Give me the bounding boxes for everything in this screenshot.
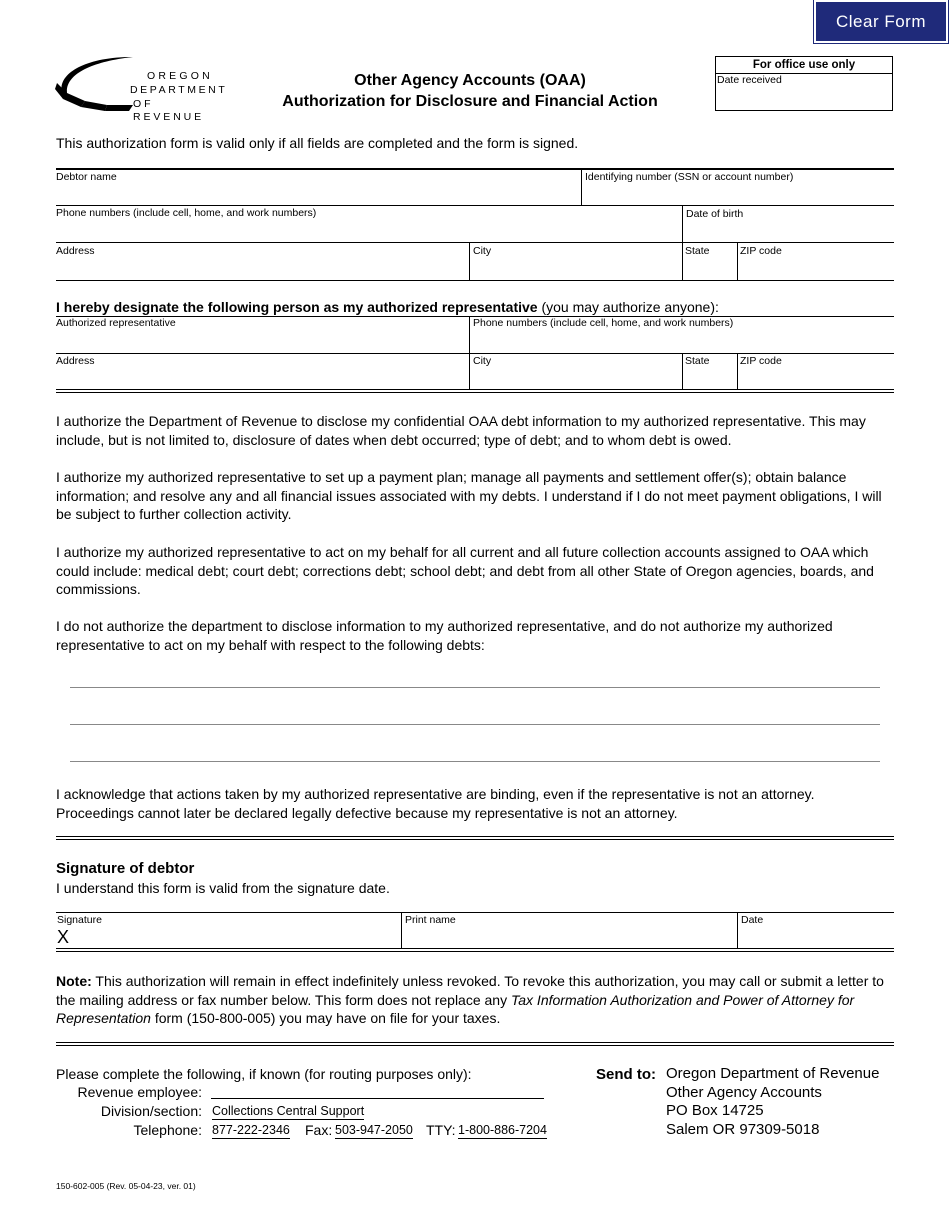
paragraph-payment-plan: I authorize my authorized representative to set up a payment plan; manage all payments and settlement offer(s); obtain balance information; and resolve any and all financial issues associated with my debts. I understand if I do not meet payment obligations, I will be subject to further collection activity. bbox=[56, 469, 882, 522]
division-value: Collections Central Support bbox=[212, 1104, 365, 1118]
tty-value: 1-800-886-7204 bbox=[458, 1123, 547, 1137]
signature-date-label: Date bbox=[741, 914, 764, 926]
print-name-field[interactable] bbox=[405, 927, 733, 946]
odr-logo-swoosh-icon bbox=[55, 55, 135, 113]
print-name-label: Print name bbox=[405, 914, 456, 926]
fax-label: Fax: bbox=[305, 1122, 333, 1138]
rep-city-label: City bbox=[473, 355, 492, 367]
designate-text: I hereby designate the following person as my authorized representative (you may authorize anyone): bbox=[56, 299, 719, 315]
debtor-state-field[interactable] bbox=[685, 258, 734, 277]
clear-form-button[interactable]: Clear Form bbox=[814, 0, 948, 43]
excluded-debt-line-2[interactable] bbox=[70, 724, 880, 725]
revenue-employee-field[interactable] bbox=[211, 1098, 544, 1099]
send-to-label: Send to: bbox=[596, 1066, 656, 1083]
rep-state-field[interactable] bbox=[685, 368, 734, 387]
mailing-address: Oregon Department of Revenue Other Agency Accounts PO Box 14725 Salem OR 97309-5018 bbox=[666, 1065, 880, 1139]
form-title-line2: Authorization for Disclosure and Financial Action bbox=[282, 93, 658, 110]
fax-value: 503-947-2050 bbox=[335, 1123, 413, 1137]
office-use-box bbox=[715, 56, 893, 111]
form-title-line1: Other Agency Accounts (OAA) bbox=[354, 72, 586, 89]
telephone-value: 877-222-2346 bbox=[212, 1123, 290, 1137]
identifying-number-field[interactable] bbox=[585, 184, 890, 203]
debtor-name-label: Debtor name bbox=[56, 171, 117, 183]
debtor-city-field[interactable] bbox=[473, 258, 678, 277]
signature-x-mark: X bbox=[57, 927, 70, 947]
debtor-address-field[interactable] bbox=[58, 258, 465, 277]
dob-label: Date of birth bbox=[686, 208, 744, 220]
signature-heading: Signature of debtor bbox=[56, 860, 195, 877]
routing-intro: Please complete the following, if known (for routing purposes only): bbox=[56, 1066, 472, 1082]
revenue-employee-label: Revenue employee: bbox=[77, 1084, 202, 1100]
note-paragraph: Note: This authorization will remain in effect indefinitely unless revoked. To revoke this authorization, you may call or submit a letter to the mailing address or fax number below. This form does not replace any Tax Information Authorization and Power of Attorney for Representation form (150-800-005) you may have on file for your taxes. bbox=[56, 973, 884, 1026]
signature-date-field[interactable] bbox=[741, 927, 891, 946]
logo-text-department: DEPARTMENT bbox=[130, 84, 228, 96]
rep-phone-field[interactable] bbox=[473, 330, 890, 349]
debtor-address-label: Address bbox=[56, 245, 95, 257]
excluded-debt-line-3[interactable] bbox=[70, 761, 880, 762]
rep-name-field[interactable] bbox=[58, 330, 465, 349]
date-received-label: Date received bbox=[717, 74, 782, 86]
paragraph-acknowledge: I acknowledge that actions taken by my authorized representative are binding, even if the representative is not an attorney. Proceedings cannot later be declared legally defective because my representative is not an attorney. bbox=[56, 786, 815, 821]
intro-text: This authorization form is valid only if all fields are completed and the form is signed. bbox=[56, 135, 579, 151]
logo-text-of-revenue: OF REVENUE bbox=[133, 98, 205, 123]
logo-text-oregon: OREGON bbox=[147, 70, 213, 82]
debtor-phone-field[interactable] bbox=[58, 220, 678, 239]
excluded-debt-line-1[interactable] bbox=[70, 687, 880, 688]
debtor-phone-label: Phone numbers (include cell, home, and work numbers) bbox=[56, 207, 317, 219]
rep-address-label: Address bbox=[56, 355, 95, 367]
dob-field[interactable] bbox=[686, 221, 891, 240]
paragraph-act-on-behalf: I authorize my authorized representative to act on my behalf for all current and all future collection accounts assigned to OAA which could include: medical debt; court debt; corrections debt; school debt; and debt from all other State of Oregon agencies, boards, and commissions. bbox=[56, 544, 874, 597]
debtor-name-field[interactable] bbox=[58, 184, 578, 203]
paragraph-do-not-authorize: I do not authorize the department to disclose information to my authorized representative, and do not authorize my authorized representative to act on my behalf with respect to the following debts: bbox=[56, 618, 833, 653]
rep-state-label: State bbox=[685, 355, 710, 367]
debtor-zip-label: ZIP code bbox=[740, 245, 782, 257]
division-label: Division/section: bbox=[100, 1103, 202, 1119]
office-use-heading: For office use only bbox=[716, 57, 892, 74]
form-number: 150-602-005 (Rev. 05-04-23, ver. 01) bbox=[56, 1181, 196, 1191]
debtor-city-label: City bbox=[473, 245, 492, 257]
signature-field[interactable] bbox=[75, 927, 397, 946]
paragraph-disclose: I authorize the Department of Revenue to disclose my confidential OAA debt information to my authorized representative. This may include, but is not limited to, disclosure of dates when debt occurred; type of debt; and to whom debt is owed. bbox=[56, 413, 866, 448]
tty-label: TTY: bbox=[426, 1122, 456, 1138]
rep-zip-label: ZIP code bbox=[740, 355, 782, 367]
odr-logo bbox=[55, 55, 230, 123]
rep-zip-field[interactable] bbox=[740, 368, 890, 387]
signature-subtext: I understand this form is valid from the signature date. bbox=[56, 880, 390, 896]
rep-address-field[interactable] bbox=[58, 368, 465, 387]
debtor-state-label: State bbox=[685, 245, 710, 257]
signature-label: Signature bbox=[57, 914, 102, 926]
rep-name-label: Authorized representative bbox=[56, 317, 176, 329]
rep-city-field[interactable] bbox=[473, 368, 678, 387]
debtor-zip-field[interactable] bbox=[740, 258, 890, 277]
telephone-label: Telephone: bbox=[133, 1122, 202, 1138]
rep-phone-label: Phone numbers (include cell, home, and work numbers) bbox=[473, 317, 734, 329]
identifying-number-label: Identifying number (SSN or account number) bbox=[585, 171, 794, 183]
